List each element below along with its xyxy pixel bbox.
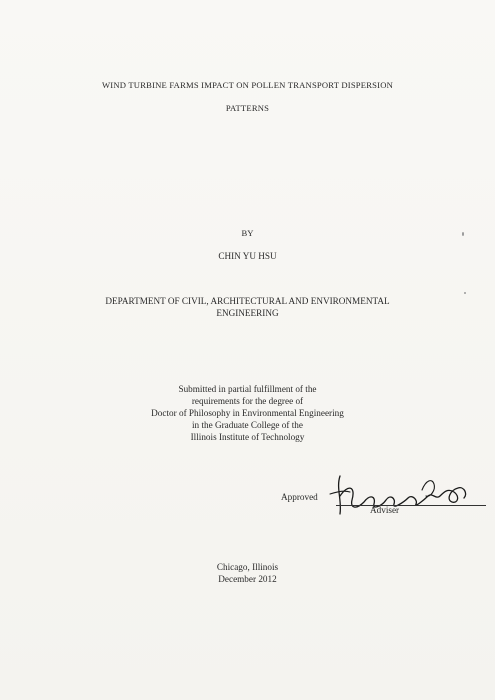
adviser-signature — [326, 466, 476, 522]
thesis-title-line-2: PATTERNS — [225, 103, 270, 113]
by-label: BY — [241, 228, 254, 238]
department-line-1: DEPARTMENT OF CIVIL, ARCHITECTURAL AND ENVIRONMENTAL — [105, 296, 390, 306]
submission-line-5: Illinois Institute of Technology — [190, 432, 305, 442]
submission-line-3: Doctor of Philosophy in Environmental Engineering — [151, 408, 344, 418]
scan-speck — [462, 232, 464, 236]
author-name: CHIN YU HSU — [218, 251, 277, 261]
thesis-title-line-1: WIND TURBINE FARMS IMPACT ON POLLEN TRANSPORT DISPERSION — [101, 80, 394, 90]
signature-line — [336, 505, 486, 506]
submission-line-4: in the Graduate College of the — [192, 420, 303, 430]
submission-line-2: requirements for the degree of — [191, 396, 304, 406]
adviser-label: Adviser — [370, 505, 400, 515]
submission-line-1: Submitted in partial fulfillment of the — [178, 384, 317, 394]
scan-speck — [464, 292, 466, 294]
date-text: December 2012 — [218, 574, 277, 584]
approved-label: Approved — [281, 492, 318, 502]
department-line-2: ENGINEERING — [216, 308, 279, 318]
place-text: Chicago, Illinois — [216, 562, 279, 572]
